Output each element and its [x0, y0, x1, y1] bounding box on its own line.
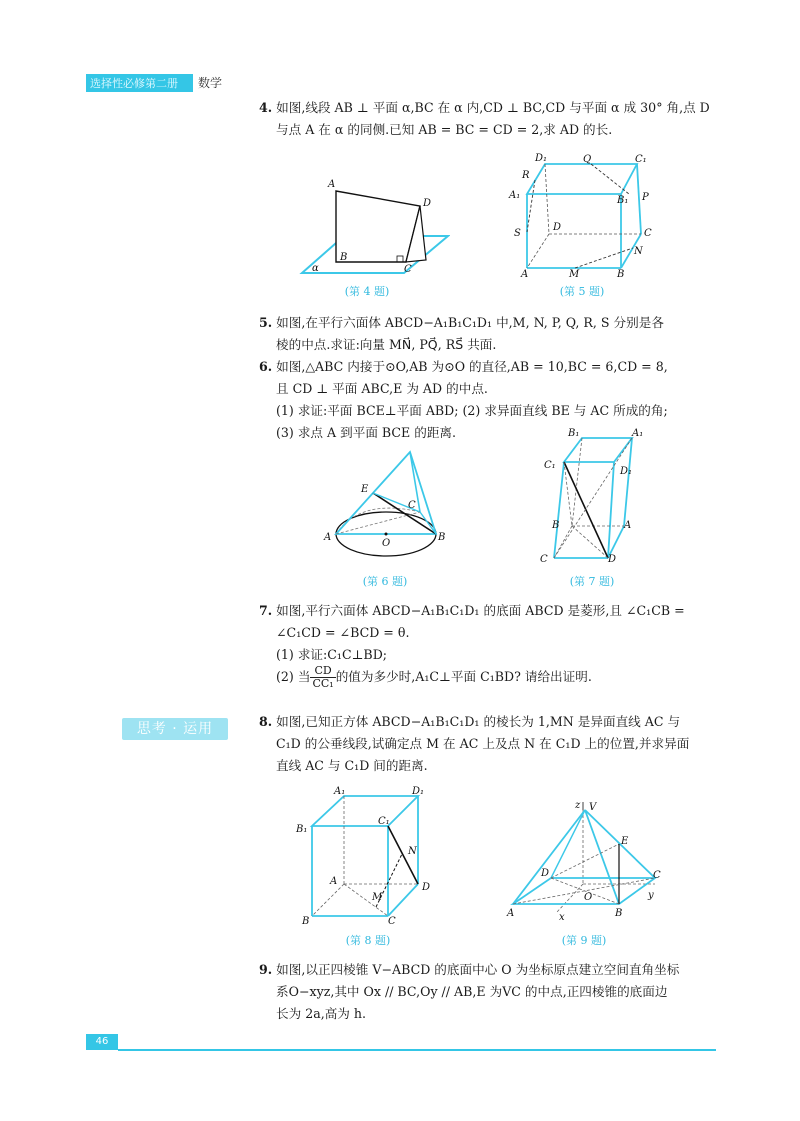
label-O: O — [584, 892, 593, 903]
problem-number: 8. — [259, 714, 273, 729]
label-B: B — [340, 252, 348, 263]
label-B: B — [615, 908, 623, 919]
problem-number: 7. — [259, 603, 273, 618]
label-P: P — [642, 192, 649, 203]
label-S: S — [514, 228, 521, 239]
label-B: B — [302, 916, 310, 927]
label-D: D — [608, 554, 617, 564]
problem-7-line2: ∠C₁CD = ∠BCD = θ. — [276, 625, 410, 640]
book-title: 选择性必修第二册 — [90, 77, 178, 90]
problem-8-line3: 直线 AC 与 C₁D 间的距离. — [276, 758, 428, 773]
problem-number: 6. — [259, 359, 273, 374]
label-D: D — [553, 222, 562, 233]
problem-9-line2: 系O−xyz,其中 Ox // BC,Oy // AB,E 为VC 的中点,正四棱锥的底面边 — [276, 984, 668, 999]
label-D1: D₁ — [412, 786, 425, 797]
label-C: C — [644, 228, 652, 239]
footer-rule — [118, 1049, 716, 1051]
problem-8 — [259, 711, 680, 733]
caption-fig9: (第 9 题) — [561, 934, 607, 947]
label-N: N — [408, 846, 417, 857]
problem-5 — [259, 312, 664, 334]
problem-6-line2: 且 CD ⊥ 平面 ABC,E 为 AD 的中点. — [276, 381, 488, 396]
label-D1: D₁ — [535, 153, 548, 164]
problem-4 — [259, 97, 710, 119]
problem-text: 如图,已知正方体 ABCD−A₁B₁C₁D₁ 的棱长为 1,MN 是异面直线 AC 与 — [276, 714, 681, 729]
label-E: E — [621, 836, 629, 847]
problem-7 — [259, 600, 685, 622]
problem-5-line2: 棱的中点.求证:向量 MN⃗, PQ⃗, RS⃗ 共面. — [276, 337, 497, 352]
problem-6-line3: (1) 求证:平面 BCE⊥平面 ABD; (2) 求异面直线 BE 与 AC 所成的角; — [276, 403, 668, 418]
problem-text: 如图,△ABC 内接于⊙O,AB 为⊙O 的直径,AB = 10,BC = 6,CD = 8, — [276, 359, 668, 374]
problem-8-line2: C₁D 的公垂线段,试确定点 M 在 AC 上及点 N 在 C₁D 上的位置,并求异面 — [276, 736, 690, 751]
label-A1: A₁ — [334, 786, 346, 797]
label-alpha: α — [312, 263, 319, 274]
problem-9-line3: 长为 2a,高为 h. — [276, 1006, 367, 1021]
label-B: B — [617, 269, 625, 278]
caption-fig5: (第 5 题) — [559, 285, 605, 298]
subject-label: 数学 — [198, 76, 223, 90]
page-number: 46 — [86, 1034, 118, 1050]
label-C: C — [408, 500, 416, 511]
label-C: C — [388, 916, 396, 927]
label-E: E — [361, 484, 369, 495]
problem-number: 9. — [259, 962, 273, 977]
problem-text: 如图,在平行六面体 ABCD−A₁B₁C₁D₁ 中,M, N, P, Q, R, S 分别是各 — [276, 315, 664, 330]
label-C: C — [540, 554, 548, 564]
label-D: D — [541, 868, 550, 879]
problem-4-line2: 与点 A 在 α 的同侧.已知 AB = BC = CD = 2,求 AD 的长. — [276, 122, 613, 137]
label-O: O — [382, 538, 391, 549]
figure-8 — [292, 784, 442, 928]
label-C1: C₁ — [378, 816, 390, 827]
label-B: B — [438, 532, 446, 543]
figure-7 — [528, 424, 658, 564]
problem-text: 如图,以正四棱锥 V−ABCD 的底面中心 O 为坐标原点建立空间直角坐标 — [276, 962, 680, 977]
problem-text: 如图,平行六面体 ABCD−A₁B₁C₁D₁ 的底面 ABCD 是菱形,且 ∠C₁CB = — [276, 603, 685, 618]
label-A: A — [624, 520, 632, 531]
label-x: x — [559, 912, 565, 923]
label-Q: Q — [583, 154, 592, 165]
problem-9 — [259, 959, 679, 981]
label-R: R — [522, 170, 530, 181]
label-y: y — [648, 890, 654, 901]
label-B1: B₁ — [296, 824, 308, 835]
label-A1: A₁ — [509, 190, 521, 201]
caption-fig7: (第 7 题) — [569, 575, 615, 588]
caption-fig8: (第 8 题) — [345, 934, 391, 947]
label-D: D — [422, 882, 431, 893]
label-B1: B₁ — [617, 195, 629, 206]
label-A: A — [324, 532, 332, 543]
figure-4 — [298, 176, 450, 278]
problem-number: 4. — [259, 100, 273, 115]
label-C1: C₁ — [635, 154, 647, 165]
label-A: A — [507, 908, 515, 919]
part-label: (2) 当 — [276, 669, 311, 684]
figure-9 — [505, 798, 667, 926]
problem-text: 如图,线段 AB ⊥ 平面 α,BC 在 α 内,CD ⊥ BC,CD 与平面 α 成 30° 角,点 D — [276, 100, 710, 115]
label-M: M — [372, 892, 383, 903]
fraction-numerator: CD — [310, 665, 335, 678]
caption-fig6: (第 6 题) — [362, 575, 408, 588]
label-C: C — [404, 264, 412, 275]
section-tag: 思考 · 运用 — [122, 718, 228, 740]
part-text: 的值为多少时,A₁C⊥平面 C₁BD? 请给出证明. — [335, 669, 592, 684]
label-D: D — [423, 198, 432, 209]
fraction-denominator: CC₁ — [312, 677, 334, 690]
label-B1: B₁ — [568, 428, 580, 439]
label-V: V — [589, 802, 597, 813]
caption-fig4: (第 4 题) — [344, 285, 390, 298]
problem-7-line4 — [276, 665, 592, 690]
label-D1: D₁ — [620, 466, 633, 477]
label-B: B — [552, 520, 560, 531]
problem-7-line3: (1) 求证:C₁C⊥BD; — [276, 647, 388, 662]
label-C1: C₁ — [544, 460, 556, 471]
label-A: A — [330, 876, 338, 887]
problem-6 — [259, 356, 668, 378]
label-z: z — [575, 800, 581, 811]
figure-5 — [505, 150, 665, 278]
label-A: A — [521, 269, 529, 278]
problem-6-line4: (3) 求点 A 到平面 BCE 的距离. — [276, 425, 457, 440]
label-N: N — [634, 246, 643, 257]
label-A1: A₁ — [632, 428, 644, 439]
label-C: C — [653, 870, 661, 881]
label-A: A — [328, 179, 336, 190]
label-M: M — [569, 269, 580, 278]
figure-6 — [320, 448, 450, 566]
fraction — [310, 665, 335, 690]
problem-number: 5. — [259, 315, 273, 330]
